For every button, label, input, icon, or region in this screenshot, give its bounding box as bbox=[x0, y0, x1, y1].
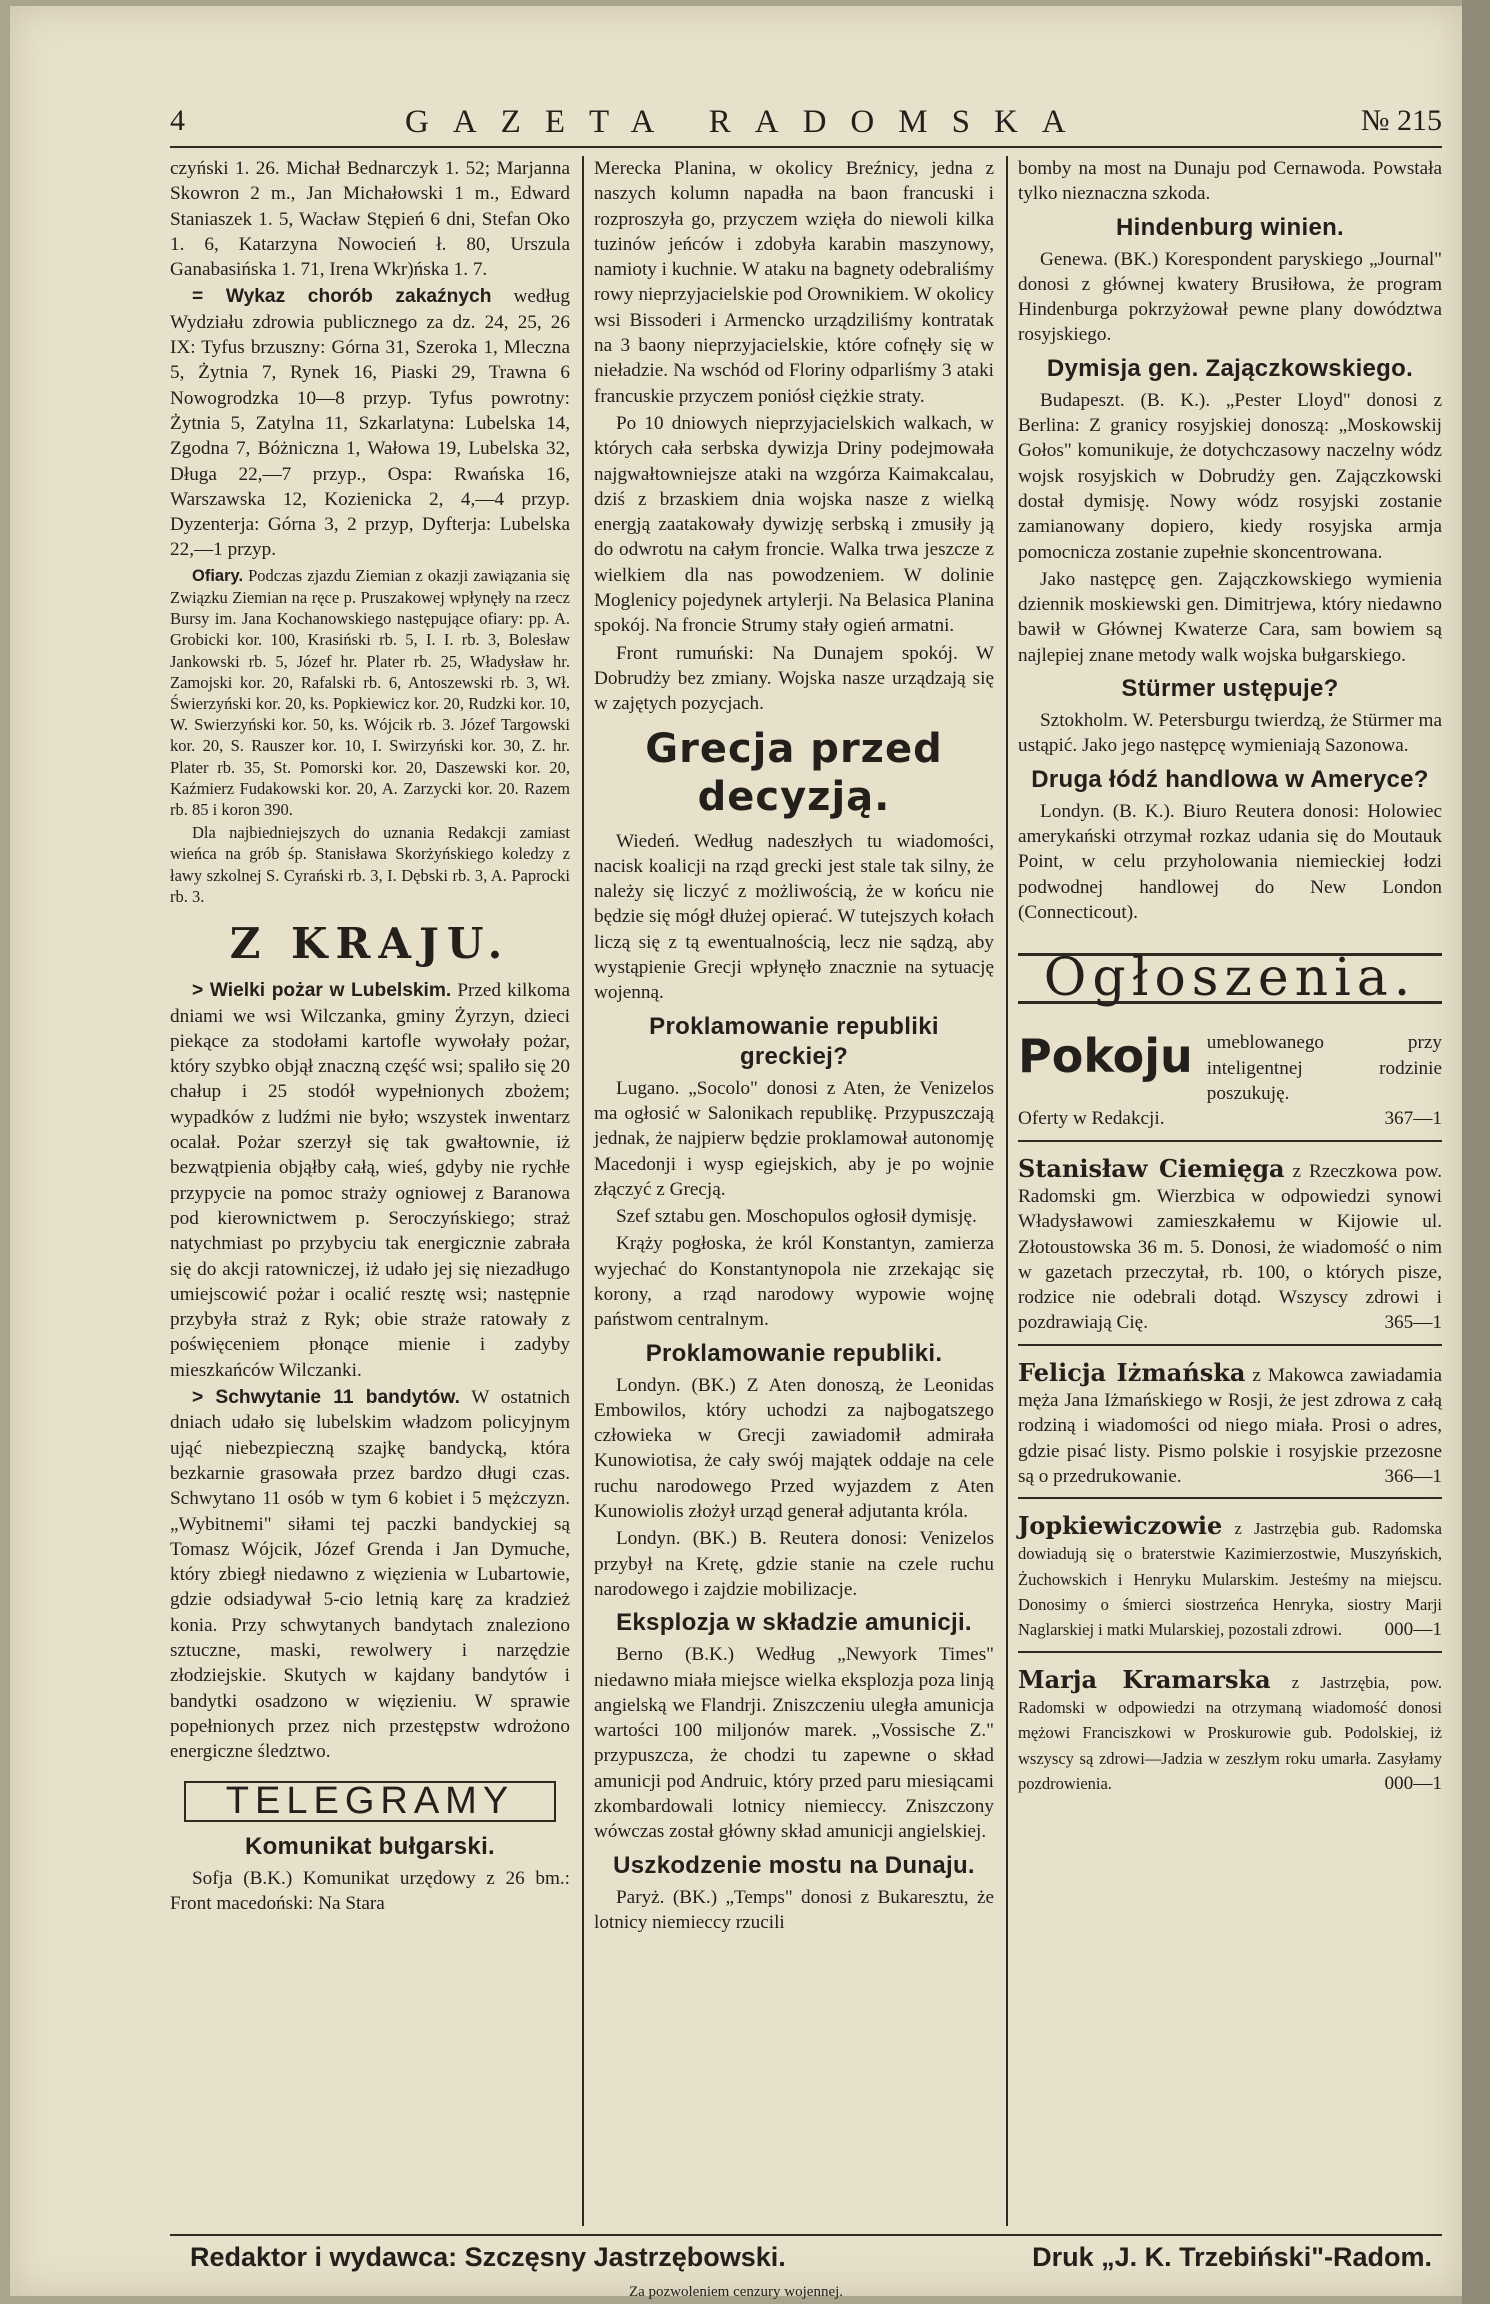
issue-number: № 215 bbox=[1360, 104, 1442, 137]
ad-room-offers: Oferty w Redakcji. bbox=[1018, 1108, 1165, 1130]
proclamation-text: Lugano. „Socolo" donosi z Aten, że Venizelos ma ogłosić w Salonikach republikę. Przypuszczają jednak, że najpierw będzie proklamował autonomję Macedonji i wysp egiejskich, aby je po wojnie złączyć z Grecją. bbox=[594, 1077, 994, 1200]
ad-kramarska-text: z Jastrzębia, pow. Radomski w odpowiedzi na otrzymaną wiadomość donosi mężowi Franciszkowi w Proskurowie gub. Podolskiej, iż wszyscy są zdrowi—Jadzia w zeszłym roku umarła. Zasyłamy pozdrowienia. bbox=[1018, 1672, 1443, 1793]
header-rule bbox=[170, 146, 1442, 148]
fire-article-heading: > Wielki pożar w Lubelskim. bbox=[192, 980, 452, 1002]
disease-report bbox=[170, 284, 570, 562]
ad-izmanska-text: z Makowca zawiadamia męża Jana Iżmańskiego w Rosji, że jest zdrowa z całą rodziną i wiadomości od niego miała. Prosi o adres, gdzie pisać listy. Pismo polskie i rosyjskie przezosne są o przedrukowanie. bbox=[1018, 1364, 1442, 1487]
greece-heading: Grecja przed decyzją. bbox=[645, 725, 943, 820]
donations bbox=[170, 565, 570, 820]
ad-room-code: 367—1 bbox=[1384, 1108, 1442, 1130]
bridge-heading: Uszkodzenie mostu na Dunaju. bbox=[613, 1851, 975, 1879]
bandits-article bbox=[170, 1385, 570, 1764]
submarine-text: Londyn. (B. K.). Biuro Reutera donosi: Holowiec amerykański otrzymał rozkaz udania się do Moutauk Point, w celu przyholowania niemieckiej łodzi podwodnej handlowej do New London (Connecticout). bbox=[1018, 800, 1442, 923]
column-divider-2 bbox=[1006, 156, 1008, 2226]
page-number: 4 bbox=[170, 104, 185, 137]
section-heading-ogloszenia: Ogłoszenia. bbox=[1018, 953, 1442, 1004]
chief-of-staff-text: Szef sztabu gen. Moschopulos ogłosił dymisję. bbox=[616, 1206, 977, 1228]
column-2 bbox=[594, 156, 994, 1937]
death-list: czyński 1. 26. Michał Bednarczyk 1. 52; Marjanna Skowron 2 m., Jan Michałowski 1 m., Edward Staniaszek 1. 5, Wacław Stępień 6 dni, Stefan Oko 1. 6, Katarzyna Nowocień ł. 80, Urszula Ganabasińska 1. 71, Irena Wkr)ńska 1. 7. bbox=[170, 158, 570, 281]
ad-izmanska bbox=[1018, 1354, 1442, 1499]
ad-kramarska bbox=[1018, 1661, 1442, 1804]
hindenburg-text: Genewa. (BK.) Korespondent paryskiego „Journal" donosi z głównej kwatery Brusiłowa, że program Hindenburga pokrzyżował pewne plany dowództwa rosyjskiego. bbox=[1018, 248, 1442, 346]
donations-2: Dla najbiedniejszych do uznania Redakcji zamiast wieńca na grób śp. Stanisława Skorżyńskiego koledzy z ławy szkolnej S. Cyrański rb. 3, I. Dębski rb. 3, A. Paprocki rb. 3. bbox=[170, 823, 570, 906]
london-text: Londyn. (BK.) B. Reutera donosi: Venizelos przybył na Kretę, gdzie stanie na czele ruchu narodowego i zajdzie mobilizacje. bbox=[594, 1528, 994, 1600]
ad-ciemiega-name: Stanisław Ciemięga bbox=[1018, 1153, 1285, 1183]
page-edge bbox=[1462, 0, 1490, 2304]
successor-text: Jako następcę gen. Zajączkowskiego wymienia dziennik moskiewski gen. Dimitrjewa, który niedawno bawił w Głównej Kwaterze Cara, sam bowiem są najlepiej znane metody walk wojska bułgarskiego. bbox=[1018, 568, 1442, 666]
ad-room-text: umeblowanego przy inteligentnej rodzinie poszukuję. bbox=[1206, 1032, 1442, 1105]
section-heading-telegramy: TELEGRAMY bbox=[184, 1781, 556, 1822]
page-header bbox=[170, 104, 1442, 148]
donations-heading: Ofiary. bbox=[192, 566, 244, 585]
ad-jopkiewicz bbox=[1018, 1507, 1442, 1652]
ad-kramarska-name: Marja Kramarska bbox=[1018, 1664, 1271, 1694]
printer-credit: Druk „J. K. Trzebiński"-Radom. bbox=[1032, 2242, 1432, 2272]
ad-ciemiega-code: 365—1 bbox=[1384, 1312, 1442, 1334]
dismissal-heading: Dymisja gen. Zajączkowskiego. bbox=[1046, 354, 1414, 382]
disease-report-heading: = Wykaz chorób zakaźnych bbox=[192, 286, 492, 308]
column-3 bbox=[1018, 156, 1442, 1812]
ad-room bbox=[1018, 1024, 1442, 1141]
fire-article bbox=[170, 978, 570, 1383]
editor-credit: Redaktor i wydawca: Szczęsny Jastrzębowski. bbox=[190, 2242, 786, 2272]
page-footer bbox=[170, 2242, 1442, 2282]
republic-text: Londyn. (BK.) Z Aten donoszą, że Leonidas Embowilos, który uchodzi za najbogatszego człowieka w Grecji zawiadomił admirała Kunowiotisa, że cały swój majątek oddaje na cele ruchu narodowego Przed wyjazdem z Aten Kunowiolis złożył urząd generał adjutanta króla. bbox=[594, 1374, 994, 1523]
column-1 bbox=[170, 156, 570, 1918]
greece-text: Wiedeń. Według nadeszłych tu wiadomości, nacisk koalicji na rząd grecki jest stale tak silny, że należy się liczyć z możliwością, że w końcu nie będzie się mógł dłużej opierać. W tutejszych kołach liczą się z tą ewentualnością, lecz nie sądzą, aby wystąpienie Grecji wpłynęło znacznie na sytuację wojenną. bbox=[594, 830, 994, 1004]
bridge-text-cont: bomby na most na Dunaju pod Cernawoda. Powstała tylko nieznaczna szkoda. bbox=[1018, 158, 1442, 205]
sturmer-text: Sztokholm. W. Petersburgu twierdzą, że Stürmer ma ustąpić. Jako jego następcę wymieniają Sazonowa. bbox=[1018, 710, 1442, 757]
sturmer-heading: Stürmer ustępuje? bbox=[1121, 675, 1339, 703]
bandits-article-heading: > Schwytanie 11 bandytów. bbox=[192, 1387, 460, 1409]
bulgarian-communique-heading: Komunikat bułgarski. bbox=[244, 1832, 496, 1860]
newspaper-title: GAZETA RADOMSKA bbox=[405, 104, 1090, 140]
ad-kramarska-code: 000—1 bbox=[1384, 1772, 1442, 1794]
ad-jopkiewicz-text: z Jastrzębia gub. Radomska dowiadują się o braterstwie Kazimierzostwie, Muszyńskich, Żuchowskich i Henryku Mularskim. Jesteśmy na miejscu. Donosimy o śmierci siostrzeńca Henryka, siostry Marji Naglarskiej i matki Mularskiej, pozostali zdrowi. bbox=[1018, 1519, 1442, 1640]
column-divider-1 bbox=[582, 156, 584, 2226]
bandits-article-text: W ostatnich dniach udało się lubelskim władzom policyjnym ująć niebezpieczną szajkę bandycką, która bezkarnie grasowała przez bardzo długi czas. Schwytano 11 osób w tym 6 kobiet i 5 mężczyzn. „Wybitnemi" siłami tej paczki bandyckiej są Tomasz Wójcik, Józef Grenda i Jan Dymuche, który zbiegł niedawno z więzienia w Lubartowie, gdzie odsiadywał 5-cio letnią karę za kradzież konia. Przy schwytanych bandytach znaleziono sztuczne, maski, rewolwery i narzędzie złodziejskie. Skutych w kajdany bandytów i bandytki osadzono w więzieniu. W sprawie popełnionych przez nich przestępstw wdrożono energiczne śledztwo. bbox=[170, 1387, 570, 1763]
dismissal-text: Budapeszt. (B. K.). „Pester Lloyd" donosi z Berlina: Z granicy rosyjskiej donoszą: „Moskowskij Gołos" komunikuje, że dotychczasowy naczelny wódz wojsk rosyjskich w Dobrudży gen. Zajączkowski dostał dymisję. Nowy wódz rosyjski zostanie zamianowany dopiero, kiedy rosyjska armja pomocnicza zostanie zupełnie skoncentrowana. bbox=[1018, 389, 1442, 563]
submarine-heading: Druga łódź handlowa w Ameryce? bbox=[1031, 765, 1429, 793]
ad-ciemiega bbox=[1018, 1150, 1442, 1346]
ad-ciemiega-text: z Rzeczkowa pow. Radomski gm. Wierzbica w odpowiedzi synowi Władysławowi zamieszkałemu w Kijowie ul. Złotoustowska 36 m. 5. Donosi, że wiadomość o nim w gazetach przeczytał, rb. 100, o których pisze, rodzice nie odebrali dotąd. Wszyscy zdrowi i pozdrawiają Cię. bbox=[1018, 1160, 1442, 1334]
republic-heading: Proklamowanie republiki. bbox=[645, 1339, 943, 1367]
ad-room-title: Pokoju bbox=[1018, 1029, 1193, 1084]
explosion-text: Berno (B.K.) Według „Newyork Times" niedawno miała miejsce wielka eksplozja poza linją angielską we Flandrji. Zniszczeniu uległa amunicja wartości 100 miljonów marek. „Vossische Z." przypuszcza, że chodzi tu zapewne o skład amunicji pod Andruic, który przed paru miesiącami zkombardowali lotnicy niemieccy. Zniszczony wówczas został główny skład amunicji angielskiej. bbox=[594, 1644, 994, 1843]
bulgarian-communique-text: Sofja (B.K.) Komunikat urzędowy z 26 bm.: Front macedoński: Na Stara bbox=[170, 1867, 570, 1915]
newspaper-page bbox=[10, 6, 1462, 2300]
section-heading-kraju: Z KRAJU. bbox=[229, 919, 511, 968]
bridge-text: Paryż. (BK.) „Temps" donosi z Bukaresztu, że lotnicy niemieccy rzucili bbox=[594, 1886, 994, 1933]
front-report: Merecka Planina, w okolicy Breźnicy, jedna z naszych kolumn napadła na baon francuski i rozproszyła go, przyczem wzięła do niewoli kilka tuzinów jeńców i zdobyła karabin maszynowy, namioty i kuchnie. W ataku na bagnety odebraliśmy rowy nieprzyjacielskie pod Orownikiem. W okolicy wsi Bissoderi i Armencko urządziliśmy kontratak na 3 baony nieprzyjacielskie, które cofnęły się w nieładzie. Na wschód od Floriny odparliśmy 3 ataki francuskie przyczem poniósł ciężkie straty. bbox=[594, 158, 994, 407]
front-report-2: Po 10 dniowych nieprzyjacielskich walkach, w których cała serbska dywizja Driny podejmowała najgwałtowniejsze ataki na wzgórza Kaimakcalau, dziś z brzaskiem dnia wojska nasze z wielką energją zaatakowały dywizję serbską i zmusiły ją do odwrotu na całym froncie. Walka trwa jeszcze z wielkiem dla nas powodzeniem. W dolinie Moglenicy pojedynek artylerji. Na Belasica Planina spokój. Na froncie Strumy stały ogień armatni. bbox=[594, 412, 994, 637]
ad-izmanska-name: Felicja Iżmańska bbox=[1018, 1357, 1246, 1387]
hindenburg-heading: Hindenburg winien. bbox=[1115, 213, 1345, 241]
footer-rule bbox=[170, 2234, 1442, 2236]
donations-text: Podczas zjazdu Ziemian z okazji zawiązania się Związku Ziemian na ręce p. Pruszakowej wpłynęły na rzecz Bursy im. Jana Kochanowskiego następujące ofiary: pp. A. Grobicki kor. 100, Krasiński rb. 5, I. I. rb. 3, Bolesław Jankowski rb. 5, Józef hr. Plater rb. 25, Władysław hr. Zamojski kor. 20, Rafalski rb. 6, Antoszewski rb. 3, Wł. Świerzyński kor. 20, ks. Popkiewicz kor. 20, Rudzki kor. 10, W. Swierzyński kor. 50, ks. Wójcik rb. 3. Józef Targowski kor. 20, S. Rauszer kor. 10, I. Swirzyński kor. 30, Z. hr. Plater rb. 35, St. Pomorski kor. 20, Daszewski kor. 20, Kaźmierz Fudakowski kor. 20, A. Zarzycki kor. 20. Razem rb. 85 i koron 390. bbox=[170, 565, 570, 819]
ad-jopkiewicz-name: Jopkiewiczowie bbox=[1018, 1511, 1223, 1541]
rumor-text: Krąży pogłoska, że król Konstantyn, zamierza wyjechać do Konstantynopola nie zrzekając się korony, a rząd narodowy wypowie wojnę państwom centralnym. bbox=[594, 1233, 994, 1331]
censorship-note: Za pozwoleniem cenzury wojennej. bbox=[628, 2284, 844, 2300]
ad-izmanska-code: 366—1 bbox=[1384, 1465, 1442, 1487]
ad-jopkiewicz-code: 000—1 bbox=[1384, 1619, 1442, 1641]
disease-report-text: według Wydziału zdrowia publicznego za dz. 24, 25, 26 IX: Tyfus brzuszny: Górna 31, Szeroka 1, Mleczna 5, Żytnia 7, Rynek 16, Piaski 29, Trawna 6 Nowogrodzka 10—8 przyp. Tyfus powrotny: Żytnia 5, Zatylna 11, Szkarlatyna: Lubelska 14, Zgodna 7, Bóżniczna 1, Wałowa 19, Lubelska 32, Długa 22,—7 przyp., Ospa: Rwańska 16, Warszawska 12, Kozienicka 2, 4,—4 przyp. Dyzenterja: Górna 3, 2 przyp, Dyfterja: Lubelska 22,—1 przyp. bbox=[170, 286, 570, 561]
fire-article-text: Przed kilkoma dniami we wsi Wilczanka, gminy Żyrzyn, dzieci piekące za stodołami kartofle wywołały pożar, który szybko objął znaczną część wsi; spaliło się 20 chałup i 25 stodół wypełnionych zbożem; wypadków z ludźmi nie było; wszystek inwentarz ocalał. Pożar szerzył się tak gwałtownie, iż bezwątpienia objąłby całą, wieś, gdyby nie rychłe przypycie na pomoc straży ogniowej z Baranowa pod kierownictwem p. Seroczyńskiego; straż natychmiast po przybyciu tak energicznie zabrała się do akcji ratowniczej, iż udało jej się niezadługo umiejscowić pożar i ocalić resztę wsi; następnie przybyła straż z Ryk; obie straże ratowały z poświęceniem płonące mienie i zadyby mieszkańców Wilczanki. bbox=[170, 980, 570, 1381]
romanian-front: Front rumuński: Na Dunajem spokój. W Dobrudży bez zmiany. Wojska nasze urządzają się w zajętych pozycjach. bbox=[594, 642, 994, 715]
explosion-heading: Eksplozja w składzie amunicji. bbox=[616, 1609, 972, 1637]
proclamation-heading: Proklamowanie republiki greckiej? bbox=[649, 1012, 939, 1070]
